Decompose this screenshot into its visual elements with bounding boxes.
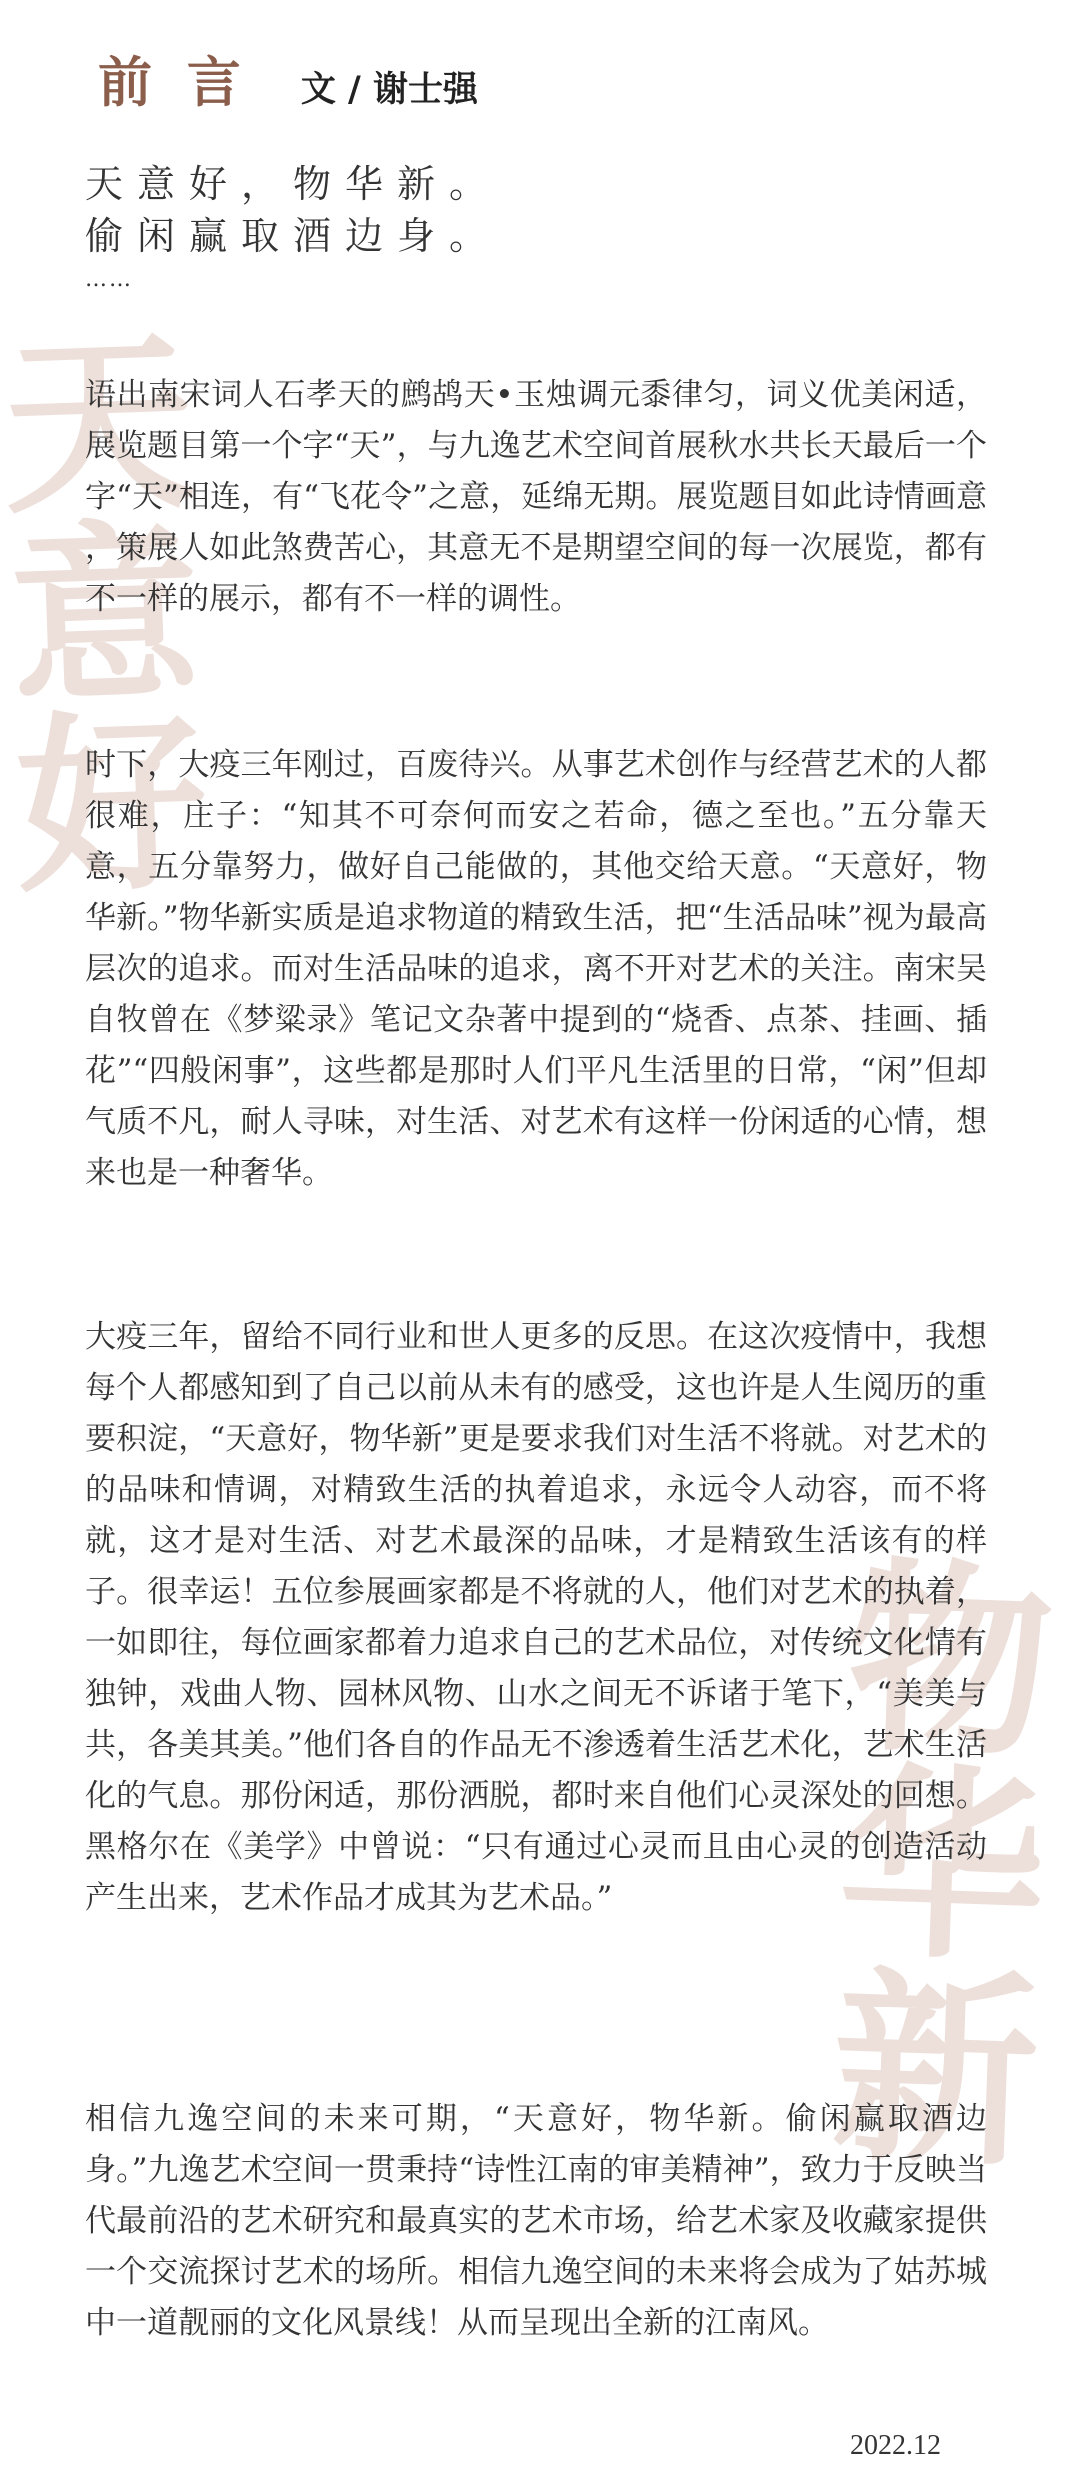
body-paragraph: 时下，大疫三年刚过，百废待兴。从事艺术创作与经营艺术的人都很难，庄子：“知其不可奈何而安之若命，德之至也。”五分靠天意，五分靠努力，做好自己能做的，其他交给天意。“天意好，物华新。”物华新实质是追求物道的精致生活，把“生活品味”视为最高层次的追求。而对生活品味的追求，离不开对艺术的关注。南宋吴自牧曾在《梦粱录》笔记文杂著中提到的“烧香、点茶、挂画、插花”“四般闲事”，这些都是那时人们平凡生活里的日常，“闲”但却气质不凡，耐人寻味，对生活、对艺术有这样一份闲适的心情，想来也是一种奢华。 <box>85 747 987 1191</box>
watermark-char: 天 <box>0 310 198 540</box>
watermark-char: 华 <box>835 1743 1050 1991</box>
body-paragraph: 语出南宋词人石孝天的鹧鸪天•玉烛调元黍律匀，词义优美闲适，展览题目第一个字“天”，与九逸艺术空间首展秋水共长天最后一个字“天”相连，有“飞花令”之意，延绵无期。展览题目如此诗情画意 ，策展人如此煞费苦心，其意无不是期望空间的每一次展览，都有不一样的展示，都有不一样的调性。 <box>85 377 987 617</box>
page-title: 前 言 <box>98 50 249 114</box>
watermark-char: 新 <box>828 1947 1042 2195</box>
poem-ellipsis: …… <box>85 267 133 292</box>
poem-quote <box>85 158 985 294</box>
date-signature: 2022.12 <box>850 2430 941 2461</box>
watermark-char: 好 <box>12 690 211 920</box>
body-paragraph: 相信九逸空间的未来可期，“天意好，物华新。偷闲赢取酒边身。”九逸艺术空间一贯秉持“诗性江南的审美精神”，致力于反映当代最前沿的艺术研究和最真实的艺术市场，给艺术家及收藏家提供一个交流探讨艺术的场所。相信九逸空间的未来将会成为了姑苏城中一道靓丽的文化风景线！从而呈现出全新的江南风。 <box>85 2101 987 2341</box>
body-paragraph: 大疫三年，留给不同行业和世人更多的反思。在这次疫情中，我想每个人都感知到了自己以前从未有的感受，这也许是人生阅历的重要积淀，“天意好，物华新”更是要求我们对生活不将就。对艺术的的品味和情调，对精致生活的执着追求，永远令人动容，而不将就，这才是对生活、对艺术最深的品味，才是精致生活该有的样子。很幸运！五位参展画家都是不将就的人，他们对艺术的执着，一如即往，每位画家都着力追求自己的艺术品位，对传统文化情有独钟，戏曲人物、园林风物、山水之间无不诉诸于笔下，“美美与共，各美其美。”他们各自的作品无不渗透着生活艺术化，艺术生活化的气息。那份闲适，那份洒脱，都时来自他们心灵深处的回想。黑格尔在《美学》中曾说：“只有通过心灵而且由心灵的创造活动产生出来，艺术作品才成其为艺术品。” <box>85 1319 987 1916</box>
article-header <box>98 40 478 117</box>
watermark-char: 意 <box>6 500 204 730</box>
poem-line: 偷闲赢取酒边身。 <box>85 214 502 258</box>
poem-line: 天意好，物华新。 <box>85 162 502 206</box>
author-byline: 文 / 谢士强 <box>300 69 478 110</box>
watermark-char: 物 <box>843 1538 1057 1786</box>
